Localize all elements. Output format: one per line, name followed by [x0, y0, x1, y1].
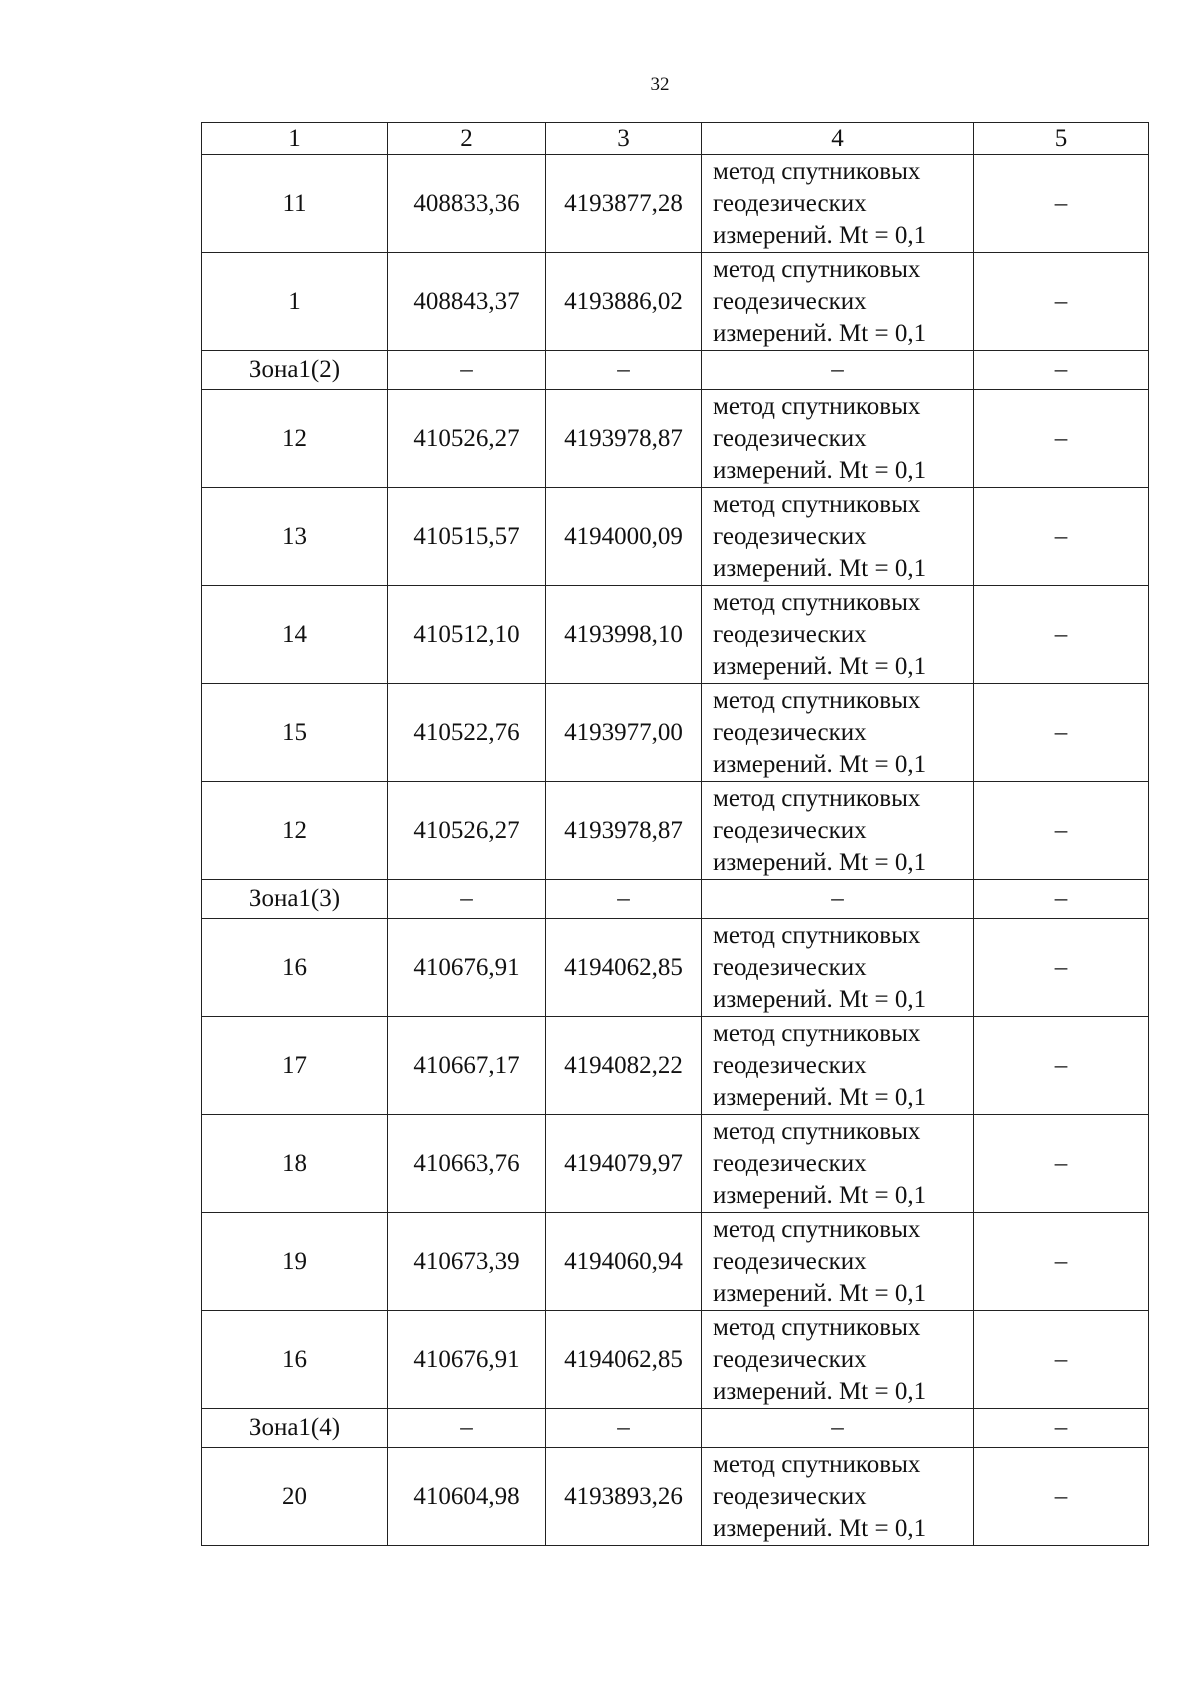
y-coordinate-cell: – [546, 351, 702, 390]
x-coordinate-cell: – [388, 1409, 546, 1448]
y-coordinate-cell: 4194079,97 [546, 1115, 702, 1213]
zone-row [202, 1409, 1149, 1448]
note-cell: – [974, 684, 1149, 782]
table-row [202, 1213, 1149, 1311]
note-cell: – [974, 1115, 1149, 1213]
method-line: метод спутниковых [713, 255, 921, 283]
table-row [202, 782, 1149, 880]
x-coordinate-cell: 408843,37 [388, 253, 546, 351]
x-coordinate-cell: 410512,10 [388, 586, 546, 684]
table-row [202, 253, 1149, 351]
table-body [202, 123, 1149, 1546]
method-line: метод спутниковых [713, 392, 921, 420]
point-number-cell: 12 [202, 782, 388, 880]
table-row [202, 488, 1149, 586]
method-line: геодезических [713, 1247, 867, 1275]
method-line: геодезических [713, 287, 867, 315]
method-line: геодезических [713, 522, 867, 550]
point-number-cell: 14 [202, 586, 388, 684]
point-number-cell: 11 [202, 155, 388, 253]
method-line: измерений. Mt = 0,1 [713, 1279, 927, 1307]
y-coordinate-cell: 4193998,10 [546, 586, 702, 684]
method-line: измерений. Mt = 0,1 [713, 554, 927, 582]
method-cell [702, 782, 974, 880]
method-cell [702, 1017, 974, 1115]
note-cell: – [974, 919, 1149, 1017]
x-coordinate-cell: 410522,76 [388, 684, 546, 782]
page-number: 32 [650, 74, 670, 95]
y-coordinate-cell: 4194062,85 [546, 1311, 702, 1409]
method-cell [702, 1448, 974, 1546]
y-coordinate-cell: 4193877,28 [546, 155, 702, 253]
zone-label-cell: Зона1(4) [202, 1409, 388, 1448]
x-coordinate-cell: 410667,17 [388, 1017, 546, 1115]
point-number-cell: 1 [202, 253, 388, 351]
note-cell: – [974, 1213, 1149, 1311]
method-line: геодезических [713, 1051, 867, 1079]
point-number-cell: 12 [202, 390, 388, 488]
method-cell [702, 1213, 974, 1311]
method-cell: – [702, 880, 974, 919]
method-cell [702, 586, 974, 684]
table-row [202, 155, 1149, 253]
method-line: геодезических [713, 1482, 867, 1510]
method-line: геодезических [713, 953, 867, 981]
zone-label-cell: Зона1(3) [202, 880, 388, 919]
method-cell [702, 488, 974, 586]
x-coordinate-cell: 410526,27 [388, 782, 546, 880]
x-coordinate-cell: 410604,98 [388, 1448, 546, 1546]
point-number-cell: 18 [202, 1115, 388, 1213]
note-cell: – [974, 586, 1149, 684]
x-coordinate-cell: 410673,39 [388, 1213, 546, 1311]
method-line: измерений. Mt = 0,1 [713, 1514, 927, 1542]
method-line: измерений. Mt = 0,1 [713, 1181, 927, 1209]
note-cell: – [974, 1311, 1149, 1409]
method-cell: – [702, 1409, 974, 1448]
column-header: 3 [546, 123, 702, 155]
note-cell: – [974, 1409, 1149, 1448]
method-line: измерений. Mt = 0,1 [713, 985, 927, 1013]
method-line: геодезических [713, 718, 867, 746]
method-line: геодезических [713, 424, 867, 452]
note-cell: – [974, 253, 1149, 351]
method-line: измерений. Mt = 0,1 [713, 750, 927, 778]
method-line: геодезических [713, 1149, 867, 1177]
x-coordinate-cell: – [388, 351, 546, 390]
method-line: метод спутниковых [713, 490, 921, 518]
point-number-cell: 13 [202, 488, 388, 586]
method-line: измерений. Mt = 0,1 [713, 456, 927, 484]
note-cell: – [974, 1017, 1149, 1115]
point-number-cell: 16 [202, 919, 388, 1017]
column-header: 5 [974, 123, 1149, 155]
x-coordinate-cell: 410663,76 [388, 1115, 546, 1213]
x-coordinate-cell: – [388, 880, 546, 919]
method-cell [702, 390, 974, 488]
y-coordinate-cell: – [546, 1409, 702, 1448]
method-cell [702, 1311, 974, 1409]
method-line: метод спутниковых [713, 1117, 921, 1145]
x-coordinate-cell: 408833,36 [388, 155, 546, 253]
method-line: метод спутниковых [713, 921, 921, 949]
coordinates-table [201, 122, 1149, 1546]
column-header: 4 [702, 123, 974, 155]
method-line: геодезических [713, 620, 867, 648]
x-coordinate-cell: 410526,27 [388, 390, 546, 488]
note-cell: – [974, 1448, 1149, 1546]
point-number-cell: 16 [202, 1311, 388, 1409]
x-coordinate-cell: 410676,91 [388, 919, 546, 1017]
method-line: метод спутниковых [713, 157, 921, 185]
point-number-cell: 17 [202, 1017, 388, 1115]
table-row [202, 1448, 1149, 1546]
table-row [202, 1115, 1149, 1213]
x-coordinate-cell: 410676,91 [388, 1311, 546, 1409]
zone-row [202, 880, 1149, 919]
method-cell [702, 253, 974, 351]
method-cell: – [702, 351, 974, 390]
method-cell [702, 919, 974, 1017]
note-cell: – [974, 390, 1149, 488]
note-cell: – [974, 351, 1149, 390]
method-line: метод спутниковых [713, 588, 921, 616]
method-line: измерений. Mt = 0,1 [713, 652, 927, 680]
table-row [202, 1017, 1149, 1115]
note-cell: – [974, 782, 1149, 880]
method-cell [702, 155, 974, 253]
method-line: метод спутниковых [713, 1313, 921, 1341]
method-line: измерений. Mt = 0,1 [713, 221, 927, 249]
y-coordinate-cell: 4193893,26 [546, 1448, 702, 1546]
point-number-cell: 15 [202, 684, 388, 782]
table-row [202, 390, 1149, 488]
zone-row [202, 351, 1149, 390]
y-coordinate-cell: 4193978,87 [546, 782, 702, 880]
y-coordinate-cell: 4193977,00 [546, 684, 702, 782]
y-coordinate-cell: 4194000,09 [546, 488, 702, 586]
column-header: 1 [202, 123, 388, 155]
y-coordinate-cell: 4194062,85 [546, 919, 702, 1017]
method-line: измерений. Mt = 0,1 [713, 848, 927, 876]
y-coordinate-cell: 4194082,22 [546, 1017, 702, 1115]
table-row [202, 919, 1149, 1017]
method-line: измерений. Mt = 0,1 [713, 319, 927, 347]
x-coordinate-cell: 410515,57 [388, 488, 546, 586]
table-row [202, 684, 1149, 782]
table-row [202, 1311, 1149, 1409]
method-line: геодезических [713, 189, 867, 217]
note-cell: – [974, 488, 1149, 586]
y-coordinate-cell: 4193978,87 [546, 390, 702, 488]
method-line: метод спутниковых [713, 1215, 921, 1243]
point-number-cell: 19 [202, 1213, 388, 1311]
y-coordinate-cell: 4193886,02 [546, 253, 702, 351]
y-coordinate-cell: 4194060,94 [546, 1213, 702, 1311]
note-cell: – [974, 155, 1149, 253]
point-number-cell: 20 [202, 1448, 388, 1546]
method-line: метод спутниковых [713, 784, 921, 812]
method-line: метод спутниковых [713, 686, 921, 714]
header-row [202, 123, 1149, 155]
method-line: метод спутниковых [713, 1019, 921, 1047]
y-coordinate-cell: – [546, 880, 702, 919]
method-line: метод спутниковых [713, 1450, 921, 1478]
zone-label-cell: Зона1(2) [202, 351, 388, 390]
method-cell [702, 1115, 974, 1213]
method-line: геодезических [713, 1345, 867, 1373]
note-cell: – [974, 880, 1149, 919]
method-cell [702, 684, 974, 782]
method-line: измерений. Mt = 0,1 [713, 1377, 927, 1405]
column-header: 2 [388, 123, 546, 155]
table-row [202, 586, 1149, 684]
method-line: измерений. Mt = 0,1 [713, 1083, 927, 1111]
method-line: геодезических [713, 816, 867, 844]
